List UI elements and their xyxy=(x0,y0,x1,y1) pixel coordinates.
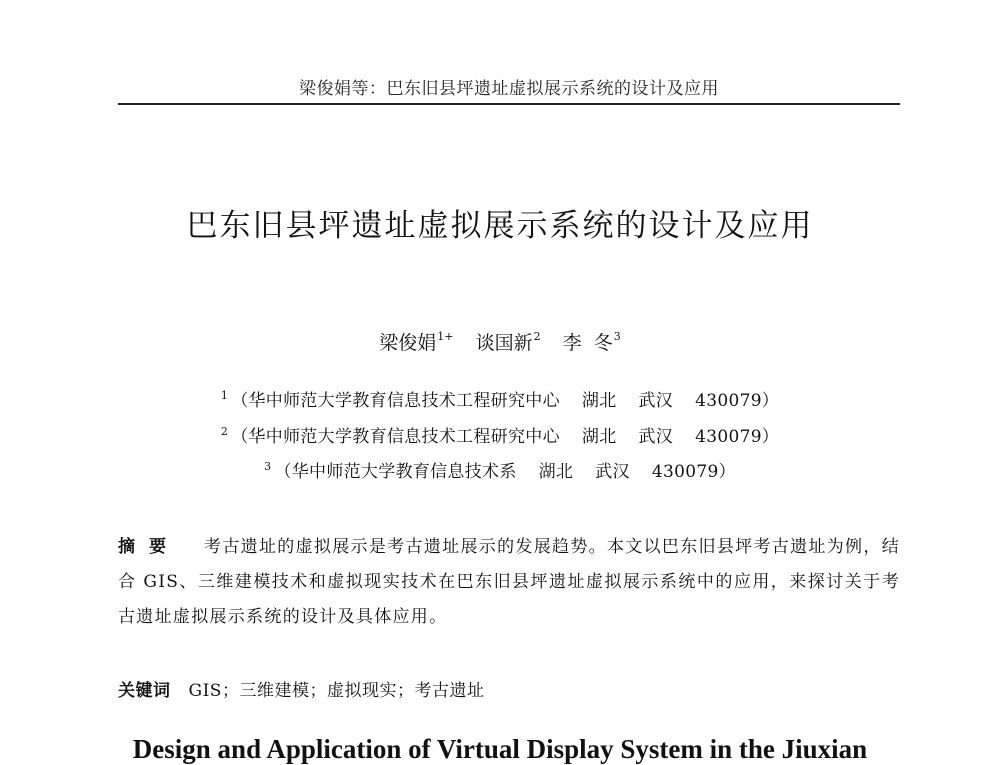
author-3 xyxy=(563,328,621,355)
keywords xyxy=(118,676,900,701)
author-list xyxy=(0,328,1000,355)
author-2 xyxy=(476,328,541,355)
affiliation-1 xyxy=(0,386,1000,411)
author-name: 李 冬 xyxy=(562,332,613,354)
affil-province: 湖北 xyxy=(581,391,617,411)
affil-mark: 3 xyxy=(264,460,272,473)
affil-city: 武汉 xyxy=(638,391,674,411)
affil-province: 湖北 xyxy=(538,462,574,482)
keywords-text: GIS；三维建模；虚拟现实；考古遗址 xyxy=(188,681,485,701)
paper-title: 巴东旧县坪遗址虚拟展示系统的设计及应用 xyxy=(186,208,814,244)
author-name: 梁俊娟 xyxy=(379,332,437,354)
affil-org: （华中师范大学教育信息技术工程研究中心 xyxy=(231,391,560,411)
affil-zip: 430079） xyxy=(695,391,780,411)
affil-org: （华中师范大学教育信息技术系 xyxy=(274,462,517,482)
affil-org: （华中师范大学教育信息技术工程研究中心 xyxy=(231,427,560,447)
affil-zip: 430079） xyxy=(651,462,736,482)
running-head: 梁俊娟等：巴东旧县坪遗址虚拟展示系统的设计及应用 xyxy=(299,79,719,99)
author-1 xyxy=(379,328,453,355)
affil-city: 武汉 xyxy=(638,427,674,447)
abstract xyxy=(118,530,900,635)
affil-zip: 430079） xyxy=(695,427,780,447)
author-affil-mark: 1+ xyxy=(437,330,454,343)
author-affil-mark: 3 xyxy=(613,330,621,343)
abstract-text: 考古遗址的虚拟展示是考古遗址展示的发展趋势。本文以巴东旧县坪考古遗址为例，结合 GIS、三维建模技术和虚拟现实技术在巴东旧县坪遗址虚拟展示系统中的应用，来探讨关于考古遗址虚拟展示系统的设计及具体应用。 xyxy=(118,537,900,627)
author-affil-mark: 2 xyxy=(533,330,541,343)
affil-province: 湖北 xyxy=(581,427,617,447)
affiliation-2 xyxy=(0,422,1000,447)
english-title: Design and Application of Virtual Display System in the Jiuxian xyxy=(132,734,868,764)
affil-city: 武汉 xyxy=(595,462,630,482)
affil-mark: 1 xyxy=(220,389,229,402)
author-name: 谈国新 xyxy=(475,332,533,354)
affil-mark: 2 xyxy=(220,425,229,438)
keywords-label: 关键词 xyxy=(118,681,171,701)
abstract-label: 摘要 xyxy=(118,537,181,557)
header-rule xyxy=(118,103,900,105)
affiliation-3 xyxy=(0,457,1000,482)
